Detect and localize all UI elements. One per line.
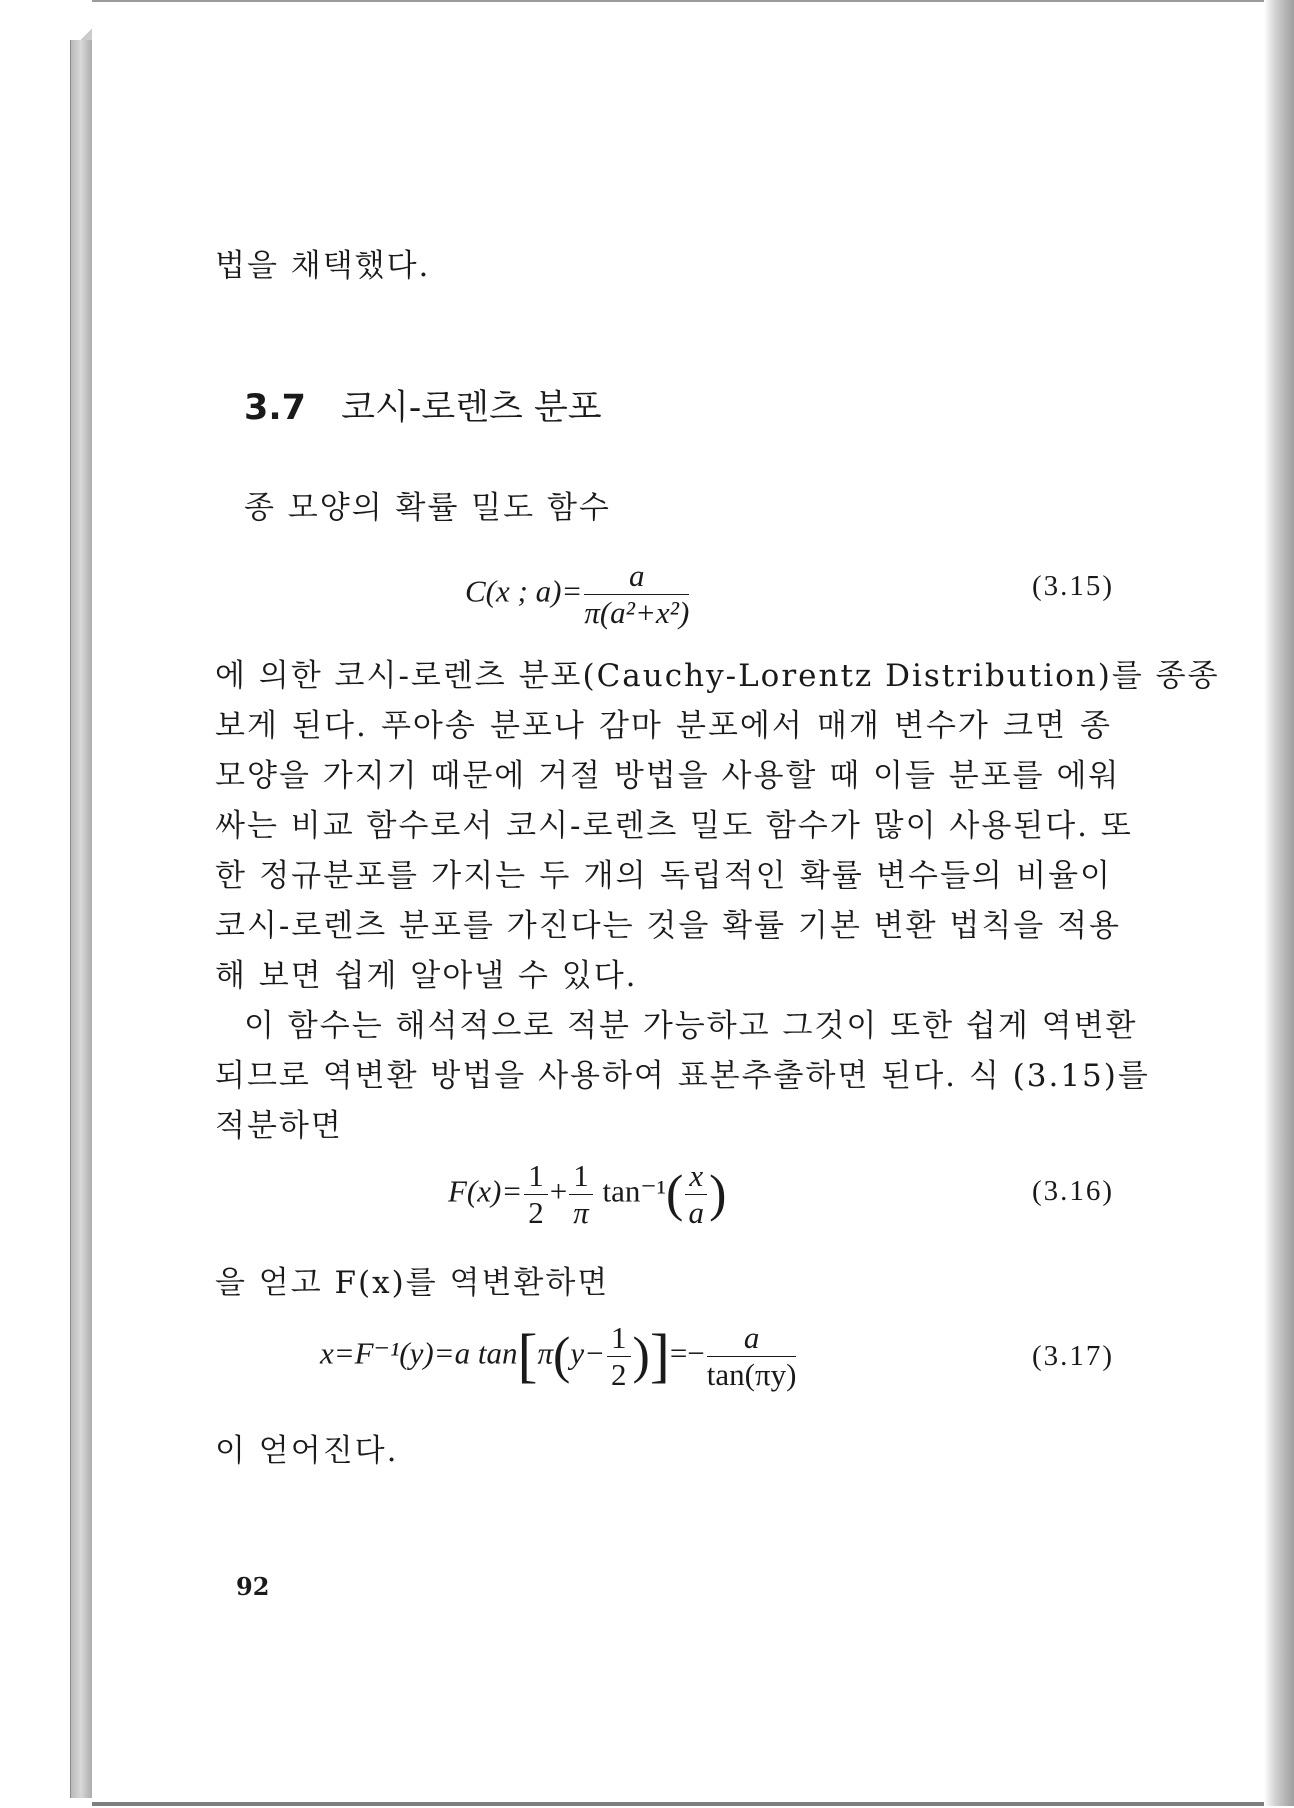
eq17-half-denominator: 2 [611,1356,627,1392]
eq15-lhs: C(x ; a)= [465,573,583,609]
paragraph1-line3: 모양을 가지기 때문에 거절 방법을 사용할 때 이들 분포를 에워 [215,758,1121,794]
eq16-right-paren: ) [709,1165,727,1223]
eq16-f1-denominator: 2 [528,1194,544,1230]
paragraph2-line3: 적분하면 [215,1108,343,1144]
section-number: 3.7 [244,388,307,428]
eq16-f3-denominator: a [688,1194,704,1230]
paragraph2-line2: 되므로 역변환 방법을 사용하여 표본추출하면 된다. 식 (3.15)를 [215,1058,1150,1094]
paragraph1-line1: 에 의한 코시-로렌츠 분포(Cauchy-Lorentz Distribution)를 종종 [215,658,1220,694]
eq17-lhs: x=F⁻¹(y)=a tan [320,1335,518,1371]
equation-number-3-17: (3.17) [1032,1340,1115,1372]
paragraph1-line2: 보게 된다. 푸아송 분포나 감마 분포에서 매개 변수가 크면 종 [215,708,1112,744]
eq17-right-bracket: ] [649,1322,670,1389]
eq16-function: tan⁻¹ [602,1173,667,1209]
eq16-lhs: F(x)= [448,1173,523,1209]
paragraph1-line6: 코시-로렌츠 분포를 가진다는 것을 확률 기본 변환 법칙을 적용 [215,908,1121,944]
eq17-half-numerator: 1 [607,1320,631,1357]
paragraph1-line4: 싸는 비교 함수로서 코시-로렌츠 밀도 함수가 많이 사용된다. 또 [215,808,1133,844]
eq16-fraction-1 [524,1158,548,1230]
paragraph1-line7: 해 보면 쉽게 알아낼 수 있다. [215,958,638,994]
eq16-fraction-2 [569,1158,593,1230]
eq15-numerator: a [584,558,689,595]
eq15-fraction [584,558,689,630]
eq16-f2-denominator: π [573,1194,589,1230]
eq17-right-paren: ) [632,1327,650,1385]
intro-line: 종 모양의 확률 밀도 함수 [244,490,611,526]
eq16-fraction-3 [685,1158,707,1230]
eq17-fraction-rhs [707,1320,797,1392]
paragraph2-line1: 이 함수는 해석적으로 적분 가능하고 그것이 또한 쉽게 역변환 [244,1008,1138,1044]
equation-3-17: x=F⁻¹(y)=a tan[π(y− $\frac{1}{2}$ )]=− $\frac{a}{\tan(\pi y)}$ [320,1320,797,1392]
eq17-left-paren: ( [552,1327,571,1385]
eq17-y-minus: y− [570,1335,605,1371]
equation-number-3-15: (3.15) [1032,570,1115,602]
text-after-eq16: 을 얻고 F(x)를 역변환하면 [215,1265,610,1301]
text-line-top: 법을 채택했다. [215,248,431,284]
eq17-rhs-denominator: tan(πy) [706,1356,797,1392]
eq16-f1-numerator: 1 [524,1158,548,1195]
page-right-shadow [1264,0,1294,1806]
section-title: 코시-로렌츠 분포 [341,388,602,428]
text-after-eq17: 이 얻어진다. [215,1433,399,1469]
eq16-left-paren: ( [666,1165,684,1223]
section-heading [244,380,602,430]
paragraph1-line5: 한 정규분포를 가지는 두 개의 독립적인 확률 변수들의 비율이 [215,858,1112,894]
eq16-f3-numerator: x [685,1158,707,1195]
page-bottom-edge [92,1802,1264,1806]
eq17-fraction-half [607,1320,631,1392]
equation-number-3-16: (3.16) [1032,1175,1115,1207]
eq17-rhs-numerator: a [707,1320,797,1357]
eq16-f2-numerator: 1 [569,1158,593,1195]
eq17-left-bracket: [ [517,1322,538,1389]
equation-3-15 [465,558,691,630]
eq17-pi: π [537,1335,553,1371]
book-spine-edge [70,8,93,1798]
page-number: 92 [236,1572,270,1601]
eq15-denominator: π(a²+x²) [584,594,690,630]
equation-3-16: F(x)= $\frac{1}{2}$ + $\frac{1}{\pi}$ tan⁻¹( $\frac{x}{a}$ ) [448,1158,727,1230]
